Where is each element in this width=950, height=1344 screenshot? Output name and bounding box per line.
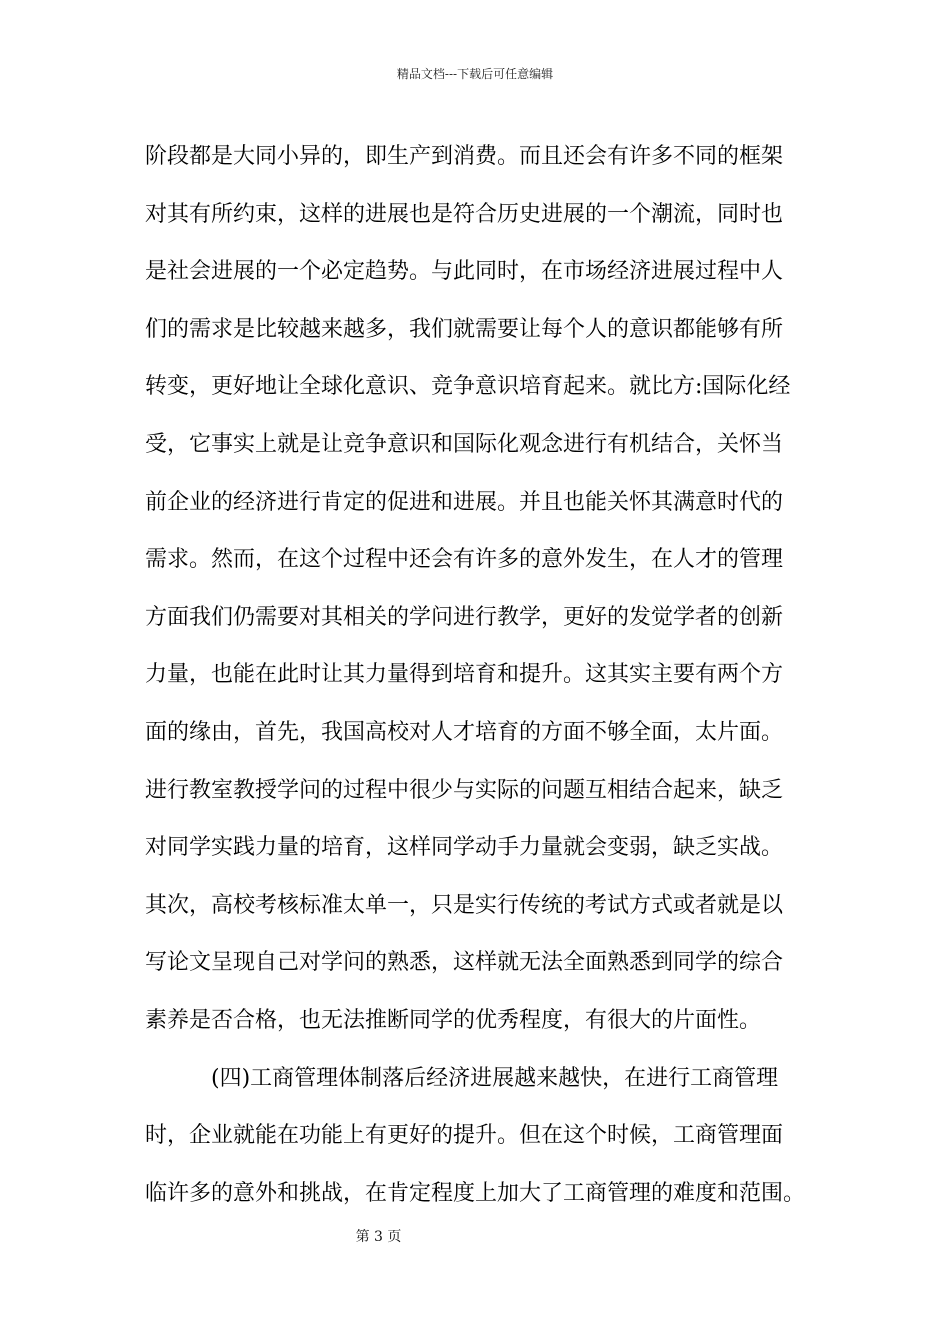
- text-line: 是社会进展的一个必定趋势。与此同时，在市场经济进展过程中人: [145, 259, 784, 285]
- page-number: 第 3 页: [355, 1229, 402, 1245]
- text-line: 进行教室教授学问的过程中很少与实际的问题互相结合起来，缺乏: [145, 777, 784, 803]
- text-line: 素养是否合格，也无法推断同学的优秀程度，有很大的片面性。: [145, 1007, 762, 1033]
- text-line: 临许多的意外和挑战，在肯定程度上加大了工商管理的难度和范围。: [145, 1180, 806, 1206]
- section-heading-line: (四)工商管理体制落后经济进展越来越快，在进行工商管理: [211, 1065, 779, 1091]
- text-line: 力量，也能在此时让其力量得到培育和提升。这其实主要有两个方: [145, 662, 784, 688]
- text-line: 转变，更好地让全球化意识、竞争意识培育起来。就比方:国际化经: [145, 374, 791, 400]
- text-line: 其次，高校考核标准太单一，只是实行传统的考试方式或者就是以: [145, 892, 784, 918]
- text-line: 们的需求是比较越来越多，我们就需要让每个人的意识都能够有所: [145, 316, 784, 342]
- text-line: 方面我们仍需要对其相关的学问进行教学，更好的发觉学者的创新: [145, 604, 784, 630]
- text-line: 阶段都是大同小异的，即生产到消费。而且还会有许多不同的框架: [145, 144, 784, 169]
- text-line: 对其有所约束，这样的进展也是符合历史进展的一个潮流，同时也: [145, 201, 784, 227]
- text-line: 对同学实践力量的培育，这样同学动手力量就会变弱，缺乏实战。: [145, 835, 784, 861]
- text-line: 需求。然而，在这个过程中还会有许多的意外发生，在人才的管理: [145, 547, 784, 573]
- text-line: 前企业的经济进行肯定的促进和进展。并且也能关怀其满意时代的: [145, 489, 784, 515]
- body-text: [145, 128, 825, 1222]
- page-header: 精品文档---下载后可任意编辑: [396, 67, 554, 81]
- text-line: 受，它事实上就是让竞争意识和国际化观念进行有机结合，关怀当: [145, 431, 784, 457]
- text-line: 写论文呈现自己对学问的熟悉，这样就无法全面熟悉到同学的综合: [145, 950, 784, 976]
- text-line: 时，企业就能在功能上有更好的提升。但在这个时候，工商管理面: [145, 1123, 784, 1149]
- text-line: 面的缘由，首先，我国高校对人才培育的方面不够全面，太片面。: [145, 719, 784, 745]
